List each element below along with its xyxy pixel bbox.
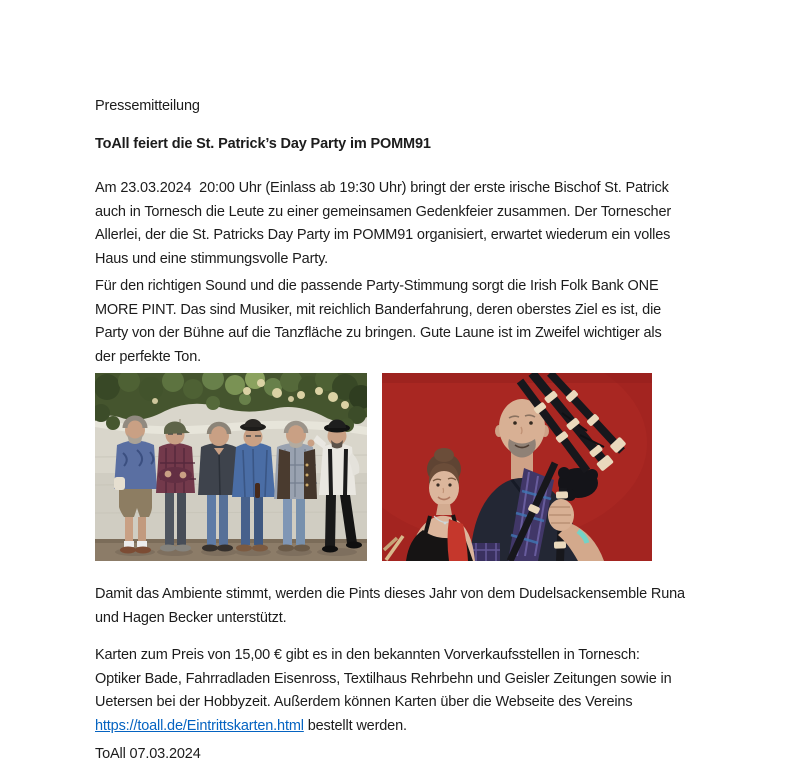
paragraph-event-intro — [95, 177, 800, 271]
text-line: MORE PINT. Das sind Musiker, mit reichlich Banderfahrung, deren oberstes Ziel es ist, die — [95, 301, 662, 318]
text-line: Party von der Bühne auf die Tanzfläche zu bringen. Gute Laune ist im Zweifel wichtiger als — [95, 325, 662, 341]
paragraph-tickets — [95, 644, 800, 738]
kicker-pressemitteilung: Pressemitteilung — [95, 98, 200, 114]
text-line: Uetersen bei der Hobbyzeit. Außerdem können Karten über die Webseite des Vereins — [95, 694, 633, 710]
text-line — [95, 715, 800, 739]
text-line: auch in Tornesch die Leute zu einer gemeinsamen Gedenkfeier zusammen. Der Tornescher — [95, 203, 672, 220]
text-line: der perfekte Ton. — [95, 348, 202, 365]
text-line: Damit das Ambiente stimmt, werden die Pints dieses Jahr von dem Dudelsackensemble Runa — [95, 586, 685, 602]
text-line: Für den richtigen Sound und die passende Party-Stimmung sorgt die Irish Folk Bank ONE — [95, 278, 659, 294]
photo-row — [95, 373, 800, 561]
text-line: Haus und eine stimmungsvolle Party. — [95, 250, 329, 267]
text-line: Karten zum Preis von 15,00 € gibt es in den bekannten Vorverkaufsstellen in Tornesch: — [95, 647, 640, 663]
headline: ToAll feiert die St. Patrick’s Day Party im POMM91 — [95, 135, 431, 152]
band-photo — [95, 373, 367, 561]
text-line: Optiker Bade, Fahrradladen Eisenross, Textilhaus Rehrbehn und Geisler Zeitungen sowie in — [95, 670, 672, 687]
text-line: und Hagen Becker unterstützt. — [95, 609, 287, 626]
text-line: Am 23.03.2024 20:00 Uhr (Einlass ab 19:30 Uhr) bringt der erste irische Bischof St. Patrick — [95, 180, 669, 196]
text-line: Allerlei, der die St. Patricks Day Party im POMM91 organisiert, erwartet wiederum ein volles — [95, 227, 671, 243]
paragraph-band — [95, 275, 800, 369]
footer-dateline: ToAll 07.03.2024 — [95, 746, 201, 762]
after-link-text: bestellt werden. — [303, 717, 407, 734]
tickets-link[interactable]: https://toall.de/Eintrittskarten.html — [95, 717, 304, 734]
bagpipers-photo — [382, 373, 652, 561]
paragraph-ambiente — [95, 583, 800, 630]
